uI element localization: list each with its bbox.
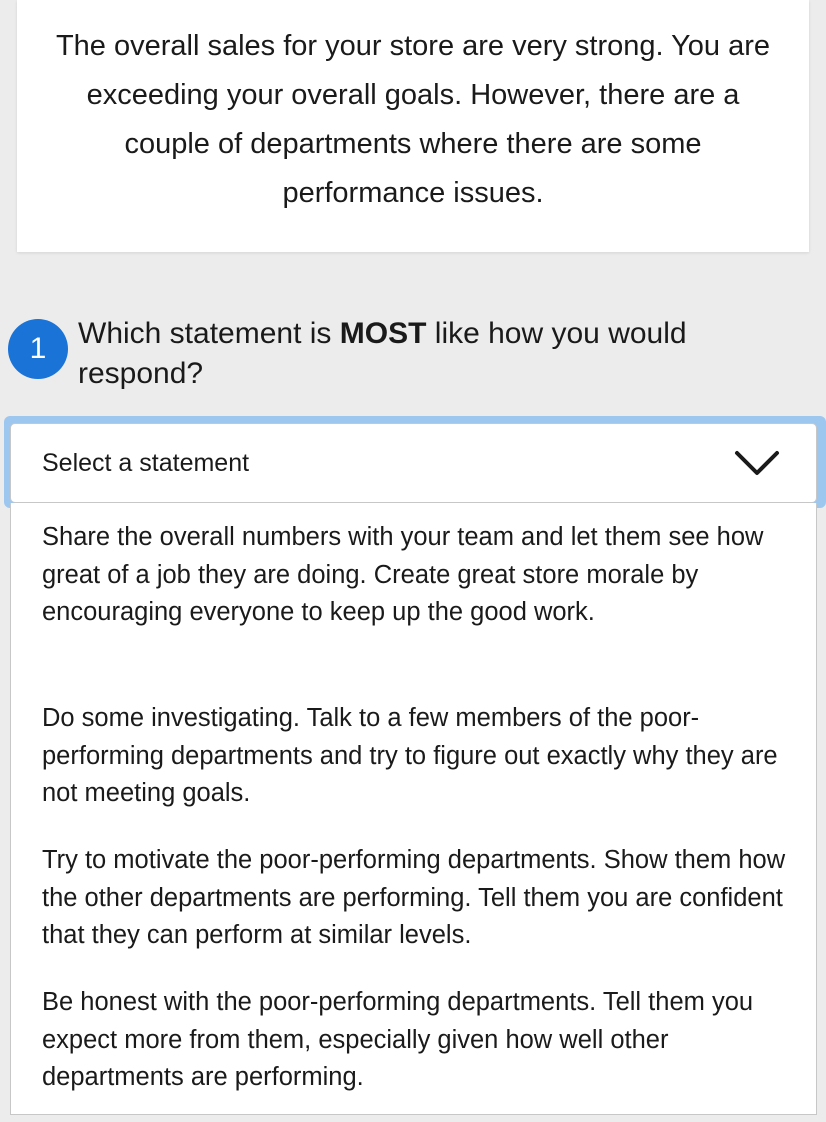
statement-option-3[interactable]: Try to motivate the poor-performing departments. Show them how the other departments are performing. Tell them you are confident that they can perform at similar levels. <box>42 846 786 949</box>
chevron-down-icon <box>734 448 780 478</box>
question-number-badge: 1 <box>8 319 68 379</box>
scenario-card <box>17 0 809 252</box>
question-row <box>8 314 808 394</box>
statement-select[interactable] <box>10 423 817 503</box>
statement-options-list <box>10 503 817 1115</box>
statement-option-1[interactable]: Share the overall numbers with your team and let them see how great of a job they are doing. Create great store morale by encouraging everyone to keep up the good work. <box>42 523 764 626</box>
statement-option-4[interactable]: Be honest with the poor-performing departments. Tell them you expect more from them, especially given how well other departments are performing. <box>42 988 754 1091</box>
question-text <box>78 314 778 394</box>
question-text-emphasis: MOST <box>339 317 427 350</box>
select-placeholder: Select a statement <box>42 448 250 477</box>
scenario-text: The overall sales for your store are very strong. You are exceeding your overall goals. However, there are a couple of departments where there are some performance issues. <box>55 30 771 209</box>
question-text-start: Which statement is <box>78 317 340 350</box>
statement-option-2[interactable]: Do some investigating. Talk to a few members of the poor-performing departments and try to figure out exactly why they are not meeting goals. <box>42 704 778 807</box>
question-text-end: like how you would respond? <box>78 317 687 390</box>
